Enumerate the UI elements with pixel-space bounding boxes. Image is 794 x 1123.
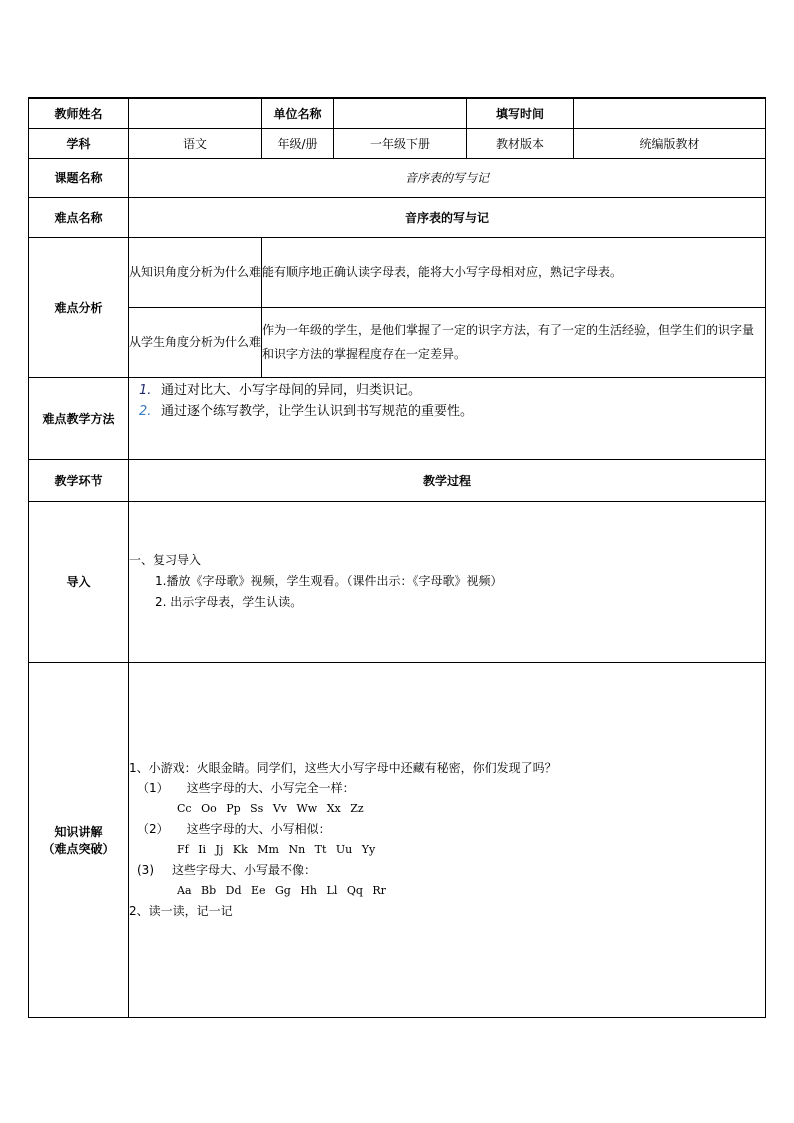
edition-value: 统编版教材 — [574, 128, 766, 158]
row-analysis-knowledge — [29, 237, 766, 307]
subject-value: 语文 — [129, 128, 262, 158]
grade-label: 年级/册 — [262, 128, 334, 158]
unit-name-value[interactable] — [334, 98, 467, 128]
group1-number: （1） — [137, 781, 169, 795]
row-topic — [29, 158, 766, 197]
subject-label: 学科 — [29, 128, 129, 158]
grade-value: 一年级下册 — [334, 128, 467, 158]
row-difficulty — [29, 197, 766, 237]
method-item — [139, 380, 765, 401]
analysis-student-text: 作为一年级的学生，是他们掌握了一定的识字方法，有了一定的生活经验，但学生们的识字量和识字方法的掌握程度存在一定差异。 — [262, 307, 766, 377]
knowledge-label-line2: （难点突破） — [42, 841, 115, 856]
method-list — [129, 378, 765, 422]
lesson-plan-table — [28, 97, 766, 1018]
analysis-label: 难点分析 — [29, 237, 129, 377]
group3 — [129, 860, 765, 881]
method-item-text: 通过逐个练写教学，让学生认识到书写规范的重要性。 — [161, 403, 474, 419]
group1 — [129, 778, 765, 799]
group2 — [129, 819, 765, 840]
method-item-number: 1. — [139, 382, 152, 398]
group3-letters: Aa Bb Dd Ee Gg Hh Ll Qq Rr — [177, 883, 386, 897]
row-teacher — [29, 98, 766, 128]
row-process-header — [29, 459, 766, 501]
unit-name-label: 单位名称 — [262, 98, 334, 128]
process-stage-label: 教学环节 — [29, 459, 129, 501]
group1-text: 这些字母的大、小写完全一样： — [186, 781, 355, 795]
difficulty-label: 难点名称 — [29, 197, 129, 237]
difficulty-value: 音序表的写与记 — [129, 197, 766, 237]
teacher-name-value[interactable] — [129, 98, 262, 128]
knowledge-game: 1、小游戏：火眼金睛。同学们，这些大小写字母中还藏有秘密，你们发现了吗？ — [129, 760, 557, 775]
group1-letters: Cc Oo Pp Ss Vv Ww Xx Zz — [177, 801, 364, 815]
intro-content — [129, 501, 766, 662]
edition-label: 教材版本 — [467, 128, 574, 158]
group3-number: (3) — [137, 863, 154, 877]
row-analysis-student — [29, 307, 766, 377]
method-item-text: 通过对比大、小写字母间的异同，归类识记。 — [161, 382, 422, 398]
process-label: 教学过程 — [129, 459, 766, 501]
method-content — [129, 377, 766, 459]
row-intro — [29, 501, 766, 662]
intro-label: 导入 — [29, 501, 129, 662]
analysis-knowledge-text: 能有顺序地正确认读字母表，能将大小写字母相对应，熟记字母表。 — [262, 237, 766, 307]
intro-line-1: 1.播放《字母歌》视频，学生观看。（课件出示：《字母歌》视频） — [155, 574, 503, 588]
intro-line-2: 2. 出示字母表，学生认读。 — [155, 595, 303, 609]
group2-letters: Ff Ii Jj Kk Mm Nn Tt Uu Yy — [177, 842, 376, 856]
knowledge-label-line1: 知识讲解 — [54, 824, 103, 839]
analysis-student-label: 从学生角度分析为什么难 — [129, 307, 262, 377]
teacher-name-label: 教师姓名 — [29, 98, 129, 128]
method-item-number: 2. — [139, 403, 152, 419]
group3-text: 这些字母大、小写最不像： — [172, 863, 317, 877]
group2-number: （2） — [137, 822, 169, 836]
fill-date-label: 填写时间 — [467, 98, 574, 128]
method-label: 难点教学方法 — [29, 377, 129, 459]
knowledge-content — [129, 662, 766, 1017]
knowledge-read: 2、读一读，记一记 — [129, 904, 233, 918]
intro-title: 一、复习导入 — [129, 553, 202, 567]
topic-label: 课题名称 — [29, 158, 129, 197]
row-method — [29, 377, 766, 459]
row-subject — [29, 128, 766, 158]
fill-date-value[interactable] — [574, 98, 766, 128]
topic-value: 音序表的写与记 — [129, 158, 766, 197]
row-knowledge — [29, 662, 766, 1017]
group2-text: 这些字母的大、小写相似： — [186, 822, 331, 836]
analysis-knowledge-label: 从知识角度分析为什么难 — [129, 237, 262, 307]
method-item — [139, 401, 765, 422]
knowledge-label — [29, 662, 129, 1017]
